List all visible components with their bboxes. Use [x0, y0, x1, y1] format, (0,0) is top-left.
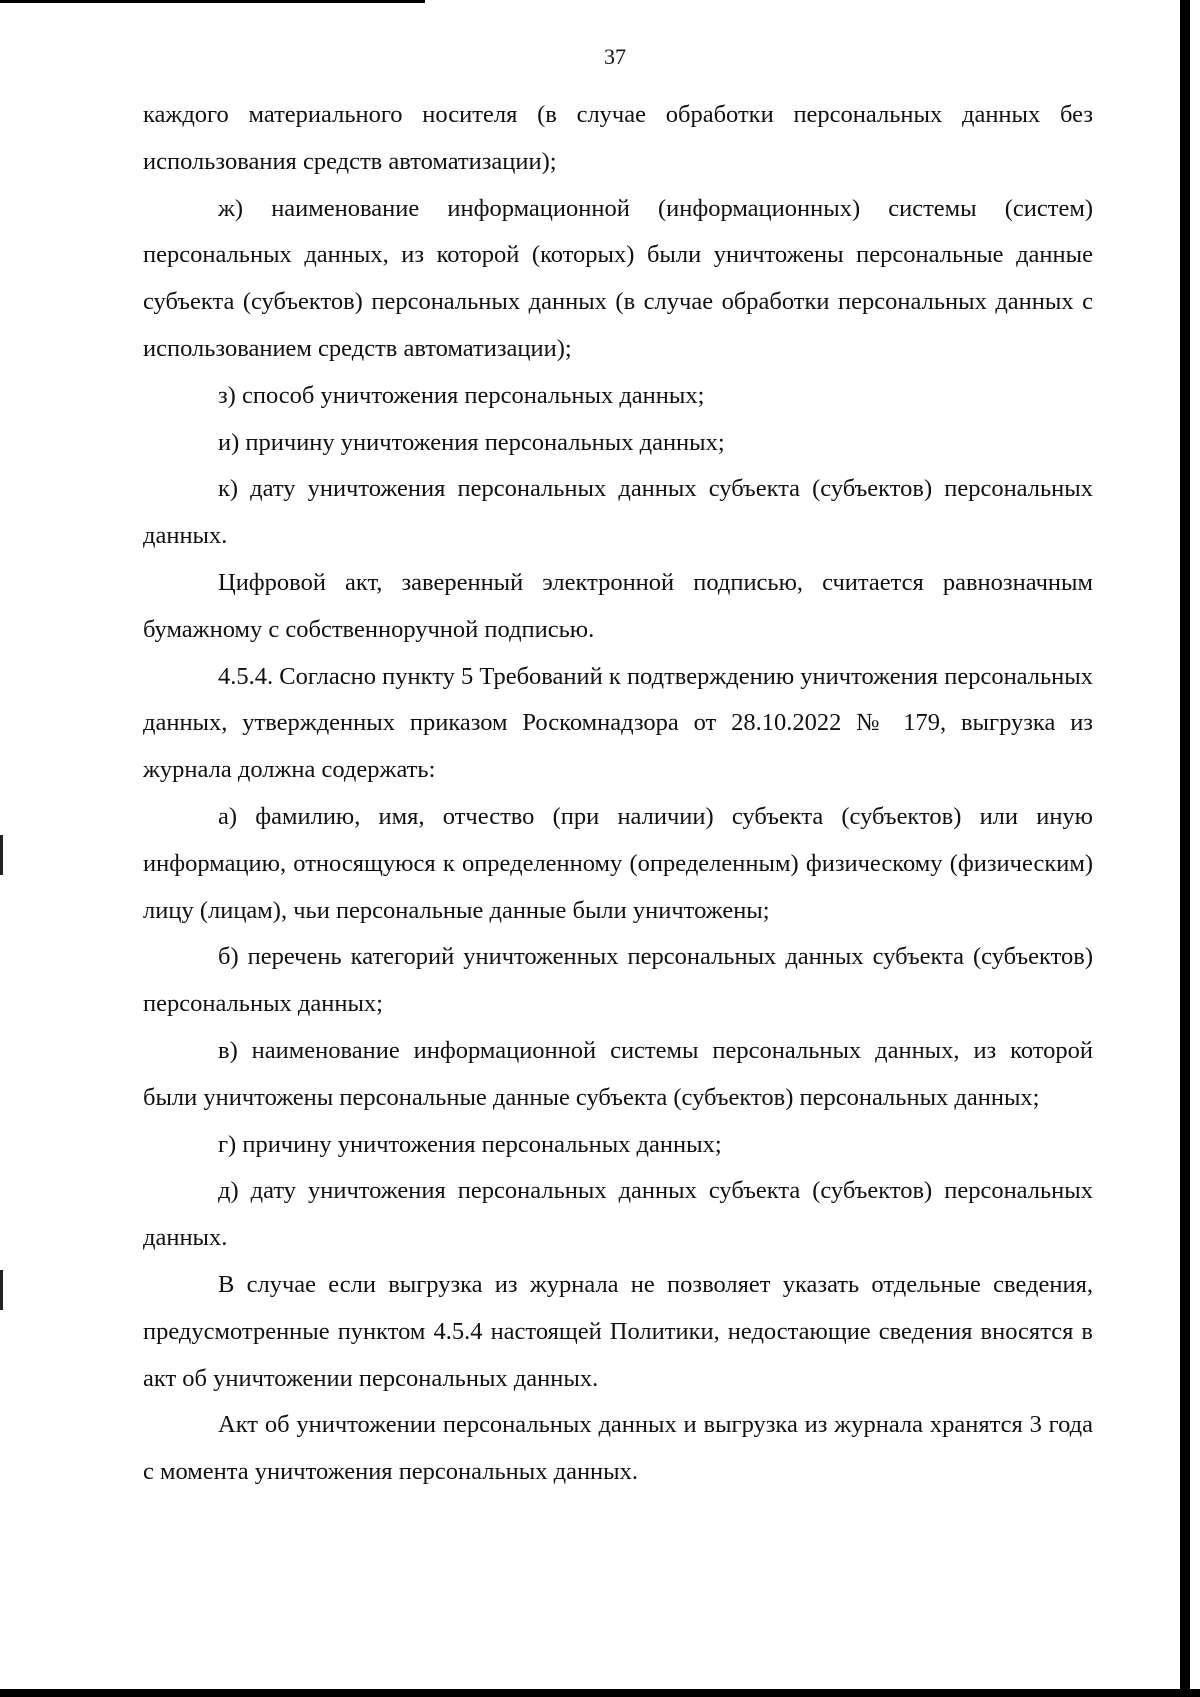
list-item: г) причину уничтожения персональных данных;: [218, 1130, 722, 1158]
list-item: з) способ уничтожения персональных данных;: [218, 381, 705, 409]
section-paragraph: 4.5.4. Согласно пункту 5 Требований к подтверждению уничтожения персональных данных, утвержденных приказом Роскомнадзора от 28.10.2022 № 179, выгрузка из журнала должна содержать:: [143, 662, 1093, 784]
scan-right-border: [1180, 0, 1190, 1697]
list-item: и) причину уничтожения персональных данных;: [218, 428, 725, 456]
document-body: [143, 92, 1093, 1496]
scan-left-mark: [0, 835, 3, 875]
paragraph: В случае если выгрузка из журнала не позволяет указать отдельные сведения, предусмотренные пунктом 4.5.4 настоящей Политики, недостающие сведения вносятся в акт об уничтожении персональных данных.: [143, 1270, 1093, 1392]
scan-top-border: [0, 0, 425, 3]
list-item: д) дату уничтожения персональных данных субъекта (субъектов) персональных данных.: [143, 1177, 1093, 1252]
scan-bottom-border: [0, 1689, 1200, 1697]
list-item: ж) наименование информационной (информационных) системы (систем) персональных данных, из которой (которых) были уничтожены персональные данные субъекта (субъектов) персональных данных (в случае обработки персональных данных с использованием средств автоматизации);: [143, 194, 1093, 362]
paragraph: Акт об уничтожении персональных данных и выгрузка из журнала хранятся 3 года с момента уничтожения персональных данных.: [143, 1411, 1093, 1486]
paragraph: каждого материального носителя (в случае обработки персональных данных без использования средств автоматизации);: [143, 101, 1093, 175]
list-item: к) дату уничтожения персональных данных субъекта (субъектов) персональных данных.: [143, 475, 1093, 550]
list-item: в) наименование информационной системы персональных данных, из которой были уничтожены персональные данные субъекта (субъектов) персональных данных;: [143, 1036, 1093, 1111]
list-item: б) перечень категорий уничтоженных персональных данных субъекта (субъектов) персональных данных;: [143, 943, 1093, 1018]
paragraph: Цифровой акт, заверенный электронной подписью, считается равнозначным бумажному с собственноручной подписью.: [143, 568, 1093, 643]
scan-left-mark: [0, 1270, 3, 1310]
page-number: 37: [604, 44, 626, 69]
list-item: а) фамилию, имя, отчество (при наличии) субъекта (субъектов) или иную информацию, относящуюся к определенному (определенным) физическому (физическим) лицу (лицам), чьи персональные данные были уничтожены;: [143, 802, 1093, 924]
